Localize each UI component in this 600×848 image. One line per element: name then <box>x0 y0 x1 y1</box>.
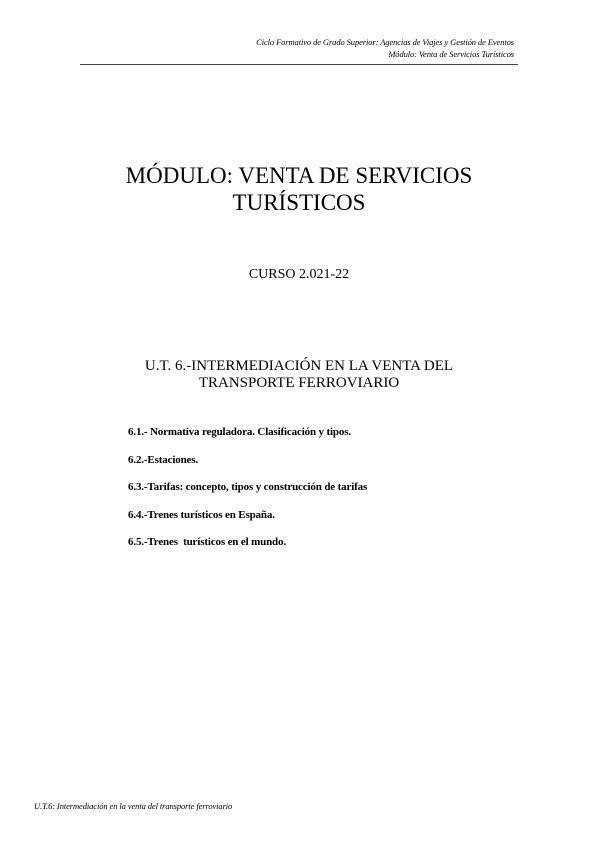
topic-item-6-3: 6.3.-Tarifas: concepto, tipos y construcción de tarifas <box>128 481 368 493</box>
unit-title <box>80 358 518 392</box>
header-divider <box>80 64 518 65</box>
module-title-line-2: TURÍSTICOS <box>232 190 366 215</box>
page-footer: U.T.6: Intermediación en la venta del transporte ferroviario <box>34 801 233 811</box>
page-header <box>256 36 514 60</box>
topic-list <box>128 425 367 563</box>
unit-title-line-1: U.T. 6.-INTERMEDIACIÓN EN LA VENTA DEL <box>144 358 454 374</box>
module-title <box>80 162 518 216</box>
topic-item-6-2: 6.2.-Estaciones. <box>128 453 199 466</box>
topic-item-6-4: 6.4.-Trenes turísticos en España. <box>128 508 275 521</box>
header-course-line: Ciclo Formativo de Grado Superior: Agencias de Viajes y Gestión de Eventos <box>256 37 514 47</box>
topic-item-6-1: 6.1.- Normativa reguladora. Clasificación y tipos. <box>128 426 351 438</box>
header-module-line: Módulo: Venta de Servicios Turísticos <box>388 49 514 59</box>
course-year: CURSO 2.021-22 <box>248 267 350 282</box>
unit-title-line-2: TRANSPORTE FERROVIARIO <box>198 375 400 391</box>
topic-item-6-5: 6.5.-Trenes turísticos en el mundo. <box>128 536 286 548</box>
module-title-line-1: MÓDULO: VENTA DE SERVICIOS <box>125 163 473 188</box>
